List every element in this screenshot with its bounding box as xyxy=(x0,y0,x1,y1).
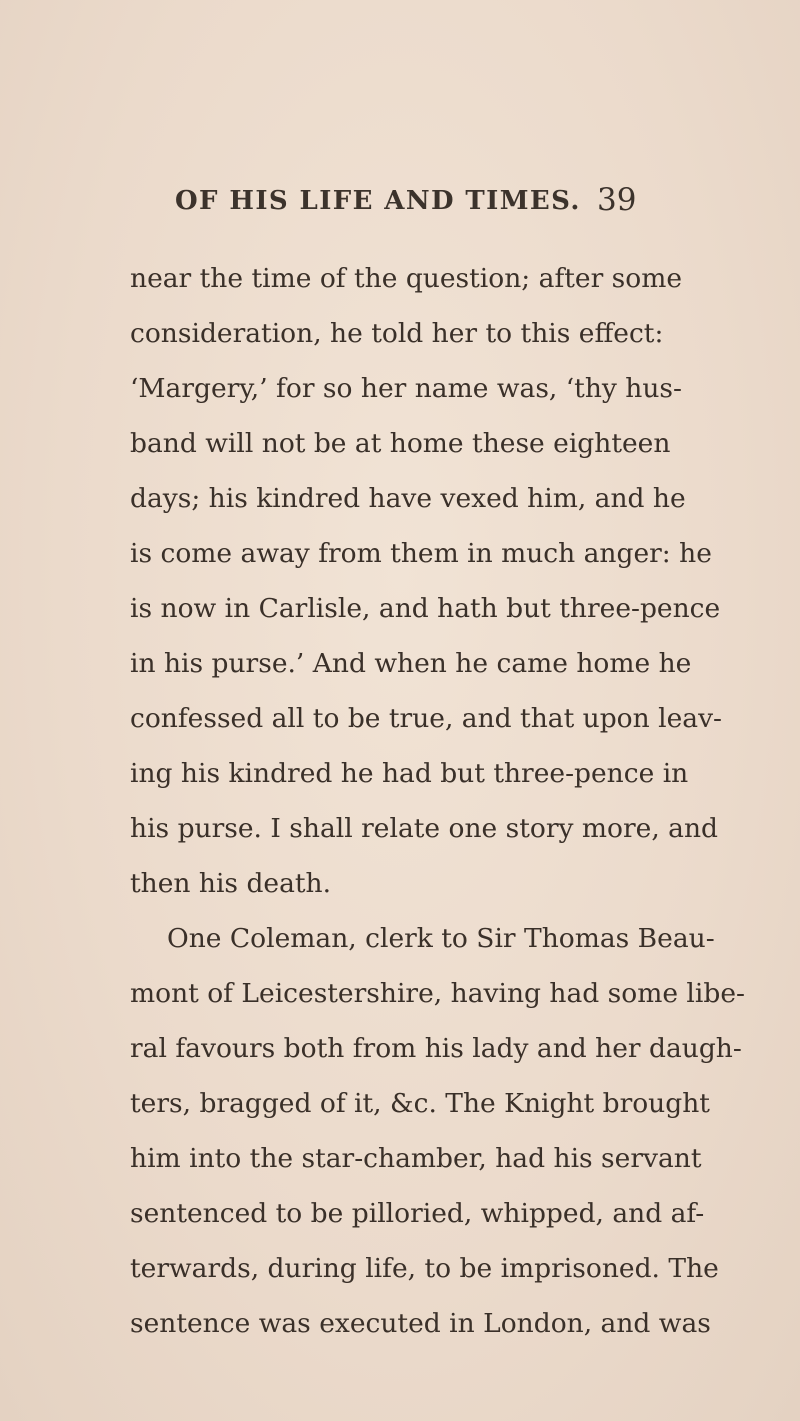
page-number: 39 xyxy=(597,182,637,218)
text-line: band will not be at home these eighteen xyxy=(130,428,671,459)
text-line: ‘Margery,’ for so her name was, ‘thy hus- xyxy=(130,373,682,404)
running-head xyxy=(0,182,800,226)
text-line: consideration, he told her to this effect: xyxy=(130,318,664,349)
text-line: in his purse.’ And when he came home he xyxy=(130,648,692,679)
text-line: is now in Carlisle, and hath but three-pence xyxy=(130,593,721,624)
text-line: is come away from them in much anger: he xyxy=(130,538,712,569)
text-line: confessed all to be true, and that upon leav- xyxy=(130,703,723,734)
text-line: sentence was executed in London, and was xyxy=(130,1308,711,1339)
text-line: days; his kindred have vexed him, and he xyxy=(130,483,686,514)
text-line: ral favours both from his lady and her daugh- xyxy=(130,1033,742,1064)
text-line: him into the star-chamber, had his servant xyxy=(130,1143,702,1174)
text-line: ters, bragged of it, &c. The Knight brought xyxy=(130,1088,710,1119)
text-line: then his death. xyxy=(130,868,332,899)
text-line: mont of Leicestershire, having had some libe- xyxy=(130,978,745,1009)
text-line: terwards, during life, to be imprisoned. The xyxy=(130,1253,719,1284)
text-line: One Coleman, clerk to Sir Thomas Beau- xyxy=(167,923,715,954)
text-line: ing his kindred he had but three-pence in xyxy=(130,758,689,789)
text-line: sentenced to be pilloried, whipped, and af- xyxy=(130,1198,705,1229)
text-line: near the time of the question; after some xyxy=(130,263,683,294)
text-line: his purse. I shall relate one story more, and xyxy=(130,813,719,844)
running-title: OF HIS LIFE AND TIMES. xyxy=(175,186,581,216)
